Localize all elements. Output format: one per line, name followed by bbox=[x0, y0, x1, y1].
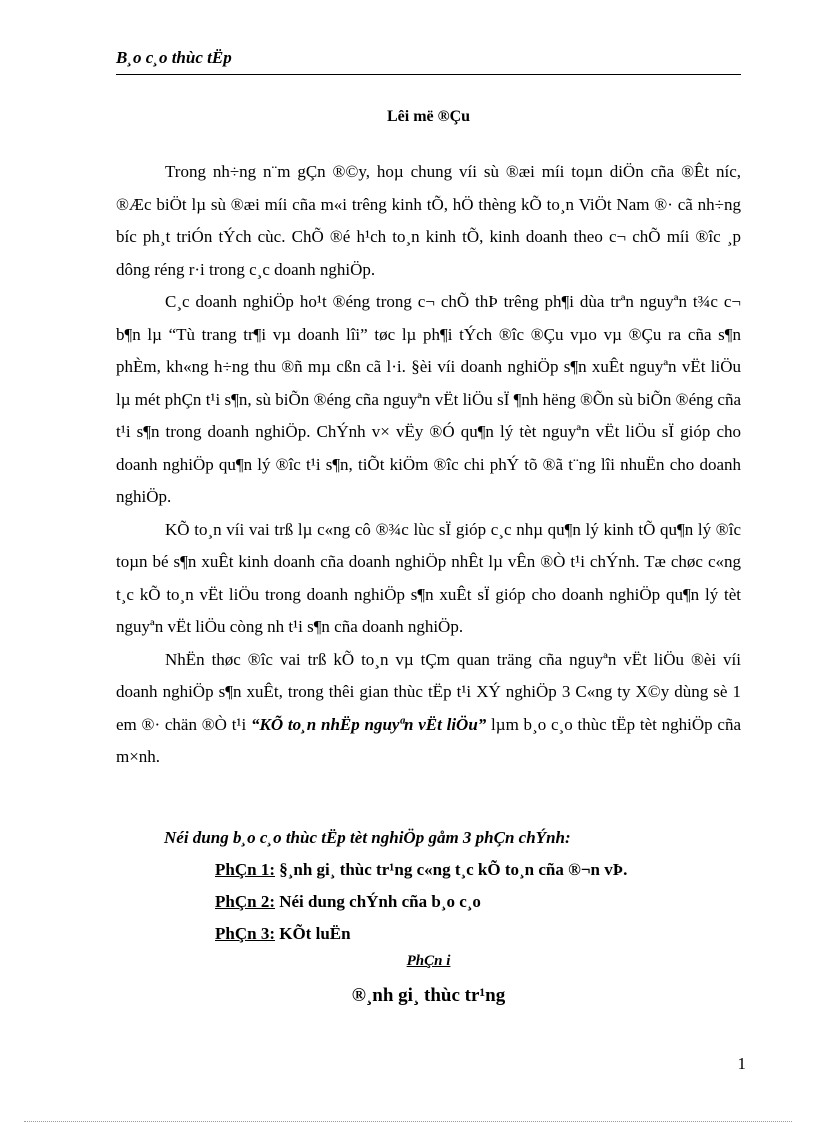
outline-item-part-2 bbox=[116, 886, 741, 918]
running-header-title: B¸o c¸o thùc tËp bbox=[116, 48, 232, 67]
part-title: ®¸nh gi¸ thùc tr¹ng bbox=[351, 985, 506, 1006]
report-outline bbox=[116, 822, 741, 950]
paragraph-4 bbox=[116, 644, 741, 774]
topic-title: “KÕ to¸n nhËp nguyªn vËt liÖu” bbox=[251, 714, 487, 734]
intro-title: Lêi më ®Çu bbox=[386, 108, 471, 125]
outline-item-part-1 bbox=[116, 854, 741, 886]
outline-item-text: KÕt luËn bbox=[274, 924, 351, 943]
paragraph-3: KÕ to¸n víi vai trß lµ c«ng cô ®¾c lùc sÏ gióp c¸c nhµ qu¶n lý kinh tÕ qu¶n lý ®îc toµn bé s¶n xuÊt kinh doanh cña doanh nghiÖp nhÊt lµ vÊn ®Ò t¹i chÝnh. Tæ chøc c«ng t¸c kÕ to¸n vËt liÖu trong doanh nghiÖp s¶n xuÊt sÏ gióp cho doanh nghiÖp qu¶n lý tèt nguyªn vËt liÖu còng nh t¹i s¶n cña doanh nghiÖp. bbox=[116, 519, 741, 636]
body-text bbox=[116, 156, 741, 774]
paragraph-4-text: NhËn thøc ®îc vai trß kÕ to¸n vµ tÇm quan träng cña nguyªn vËt liÖu ®èi víi doanh nghiÖp s¶n xuÊt, trong thêi gian thùc tËp t¹i XÝ nghiÖp 3 C«ng ty X©y dùng sè 1 em ®· chän ®Ò t¹i bbox=[116, 649, 741, 734]
outline-item-label: PhÇn 3: bbox=[215, 924, 275, 943]
page-bottom-border bbox=[24, 1121, 792, 1122]
paragraph-4-tail: lµm b¸o c¸o thùc tËp tèt nghiÖp cña m×nh. bbox=[116, 714, 741, 766]
outline-item-label: PhÇn 1: bbox=[215, 860, 275, 879]
part-label: PhÇn i bbox=[406, 953, 451, 969]
paragraph-2: C¸c doanh nghiÖp ho¹t ®éng trong c¬ chÕ thÞ trêng ph¶i dùa trªn nguyªn t¾c c¬ b¶n lµ “Tù trang tr¶i vµ doanh lîi” tøc lµ ph¶i tÝch ®îc ®Çu vµo vµ ®Çu ra cña s¶n phÈm, kh«ng h÷ng thu ®ñ mµ cßn cã l·i. §èi víi doanh nghiÖp s¶n xuÊt nguyªn vËt liÖu lµ mét phÇn t¹i s¶n, sù biÕn ®éng cña nguyªn vËt liÖu sÏ ¶nh hëng ®Õn sù biÕn ®éng cña t¹i s¶n trong doanh nghiÖp. ChÝnh v× vËy ®Ó qu¶n lý tèt nguyªn vËt liÖu sÏ gióp cho doanh nghiÖp qu¶n lý ®îc t¹i s¶n, tiÕt kiÖm ®îc chi phÝ tõ ®ã t¨ng lîi nhuËn cho doanh nghiÖp. bbox=[116, 292, 741, 506]
page-number: 1 bbox=[737, 1054, 746, 1073]
outline-heading: Néi dung b¸o c¸o thùc tËp tèt nghiÖp gåm 3 phÇn chÝnh: bbox=[164, 828, 571, 847]
outline-item-part-3 bbox=[116, 918, 741, 950]
outline-item-text: Néi dung chÝnh cña b¸o c¸o bbox=[274, 892, 481, 911]
outline-item-text: §¸nh gi¸ thùc tr¹ng c«ng t¸c kÕ to¸n cña ®¬n vÞ. bbox=[274, 860, 628, 879]
paragraph-1: Trong nh÷ng n¨m gÇn ®©y, hoµ chung víi sù ®æi míi toµn diÖn cña ®Êt níc, ®Æc biÖt lµ sù ®æi míi cña m«i trêng kinh tÕ, hÖ thèng kÕ to¸n ViÖt Nam ®· cã nh÷ng bíc ph¸t triÓn tÝch cùc. ChÕ ®é h¹ch to¸n kinh tÕ, kinh doanh theo c¬ chÕ míi ®îc ¸p dông réng r·i trong c¸c doanh nghiÖp. bbox=[116, 162, 741, 279]
outline-item-label: PhÇn 2: bbox=[215, 892, 275, 911]
header-divider bbox=[116, 74, 741, 75]
